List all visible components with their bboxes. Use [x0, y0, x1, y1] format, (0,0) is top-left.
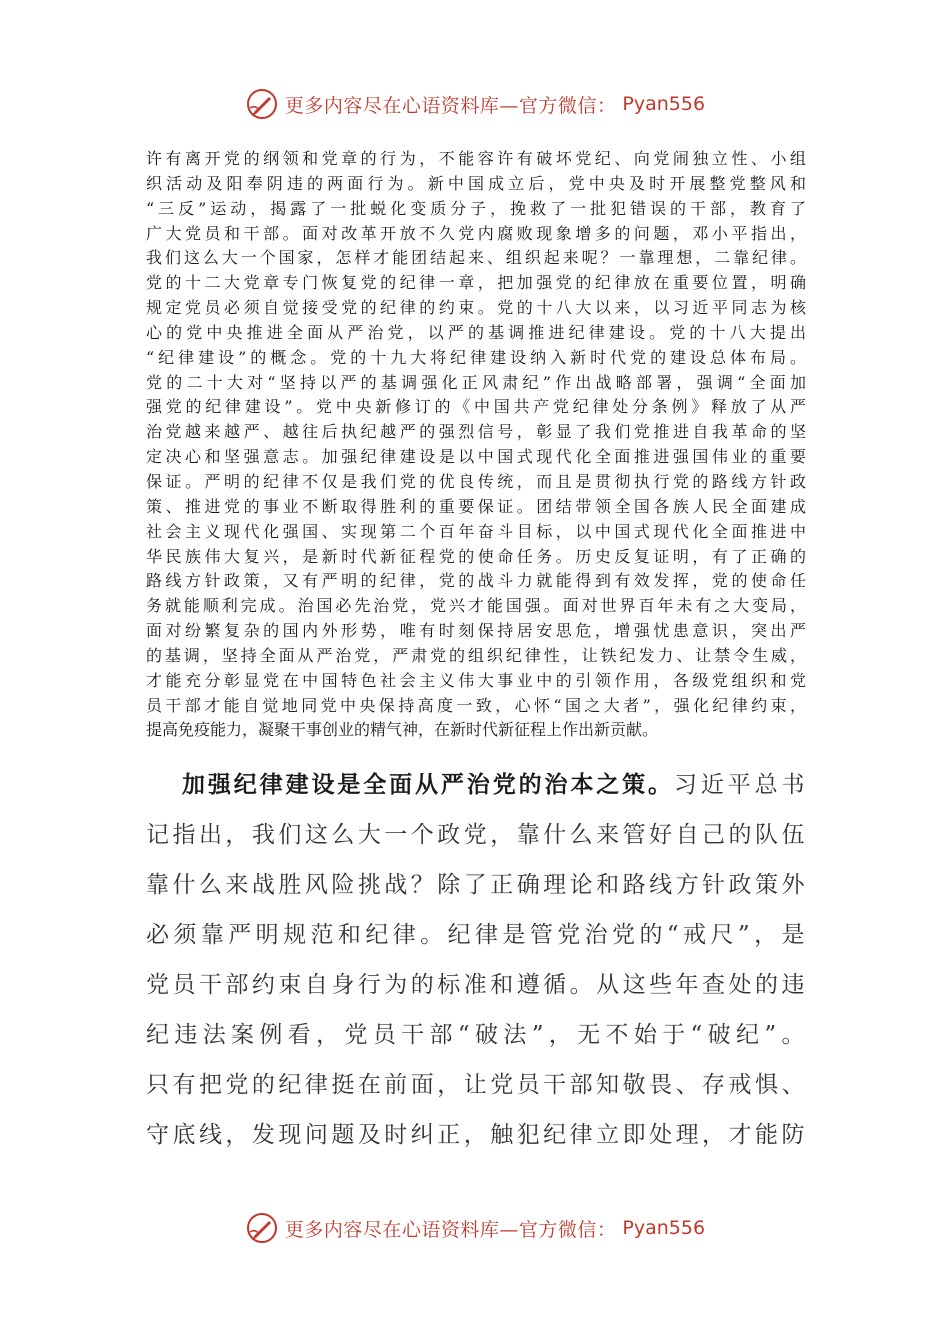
text-line: 我们这么大一个国家，怎样才能团结起来、组织起来呢？一靠理想，二靠纪律。 [146, 248, 806, 268]
text-line: 定决心和坚强意志。加强纪律建设是以中国式现代化全面推进强国伟业的重要 [146, 447, 806, 467]
text-line: 守底线，发现问题及时纠正，触犯纪律立即处理，才能防 [146, 1122, 806, 1148]
text-line: 心的党中央推进全面从严治党，以严的基调推进纪律建设。党的十八大提出 [146, 322, 806, 342]
text-line: 广大党员和干部。面对改革开放不久党内腐败现象增多的问题，邓小平指出， [146, 223, 806, 243]
text-line: “纪律建设”的概念。党的十九大将纪律建设纳入新时代党的建设总体布局。 [146, 347, 806, 367]
text-line: 党的十二大党章专门恢复党的纪律一章，把加强党的纪律放在重要位置，明确 [146, 273, 806, 293]
footer-watermark [0, 1210, 950, 1246]
text-line: 党的二十大对“坚持以严的基调强化正风肃纪”作出战略部署，强调“全面加 [146, 372, 806, 392]
watermark-wechat-id: Pyan556 [622, 93, 706, 115]
header-watermark [0, 86, 950, 122]
text-line: 靠什么来战胜风险挑战？除了正确理论和路线方针政策外 [146, 872, 806, 898]
pen-logo-icon [245, 87, 279, 121]
paragraph-first-line-rest: 习近平总书 [673, 772, 806, 798]
large-paragraph [146, 760, 806, 1160]
text-line: 的基调，坚持全面从严治党，严肃党的组织纪律性，让铁纪发力、让禁令生威， [146, 645, 806, 665]
text-line: 织活动及阳奉阴违的两面行为。新中国成立后，党中央及时开展整党整风和 [146, 173, 806, 193]
text-line: 华民族伟大复兴，是新时代新征程党的使命任务。历史反复证明，有了正确的 [146, 546, 806, 566]
text-line: 策、推进党的事业不断取得胜利的重要保证。团结带领全国各族人民全面建成 [146, 496, 806, 516]
text-line: 员干部才能自觉地同党中央保持高度一致，心怀“国之大者”，强化纪律约束， [146, 695, 806, 715]
watermark-wechat-id: Pyan556 [622, 1217, 706, 1239]
pen-logo-icon [245, 1211, 279, 1245]
text-line: 才能充分彰显党在中国特色社会主义伟大事业中的引领作用，各级党组织和党 [146, 670, 806, 690]
watermark-text: 更多内容尽在心语资料库—官方微信： [284, 1218, 617, 1241]
text-line: 路线方针政策，又有严明的纪律，党的战斗力就能得到有效发挥，党的使命任 [146, 571, 806, 591]
text-line: 务就能顺利完成。治国必先治党，党兴才能国强。面对世界百年未有之大变局， [146, 596, 806, 616]
text-line: 纪违法案例看，党员干部“破法”，无不始于“破纪”。 [146, 1022, 806, 1048]
text-line: 必须靠严明规范和纪律。纪律是管党治党的“戒尺”，是 [146, 922, 806, 948]
text-line: 治党越来越严、越往后执纪越严的强烈信号，彰显了我们党推进自我革命的坚 [146, 422, 806, 442]
text-line: 规定党员必须自觉接受党的纪律的约束。党的十八大以来，以习近平同志为核 [146, 298, 806, 318]
text-line: 强党的纪律建设”。党中央新修订的《中国共产党纪律处分条例》释放了从严 [146, 397, 806, 417]
text-line: 提高免疫能力，凝聚干事创业的精气神，在新时代新征程上作出新贡献。 [146, 720, 659, 740]
paragraph-first-line [146, 760, 806, 810]
text-line: 保证。严明的纪律不仅是我们党的优良传统，而且是贯彻执行党的路线方针政 [146, 471, 806, 491]
text-line: “三反”运动，揭露了一批蜕化变质分子，挽救了一批犯错误的干部，教育了 [146, 198, 806, 218]
paragraph-lead: 加强纪律建设是全面从严治党的治本之策。 [182, 771, 674, 798]
dense-paragraph [146, 147, 806, 743]
text-line: 许有离开党的纲领和党章的行为，不能容许有破坏党纪、向党闹独立性、小组 [146, 149, 806, 168]
text-line: 面对纷繁复杂的国内外形势，唯有时刻保持居安思危，增强忧患意识，突出严 [146, 621, 806, 641]
text-line: 社会主义现代化强国、实现第二个百年奋斗目标，以中国式现代化全面推进中 [146, 521, 806, 541]
text-line: 只有把党的纪律挺在前面，让党员干部知敬畏、存戒惧、 [146, 1072, 806, 1098]
text-line: 党员干部约束自身行为的标准和遵循。从这些年查处的违 [146, 972, 806, 998]
text-line: 记指出，我们这么大一个政党，靠什么来管好自己的队伍 [146, 822, 806, 848]
watermark-text: 更多内容尽在心语资料库—官方微信： [284, 94, 617, 117]
